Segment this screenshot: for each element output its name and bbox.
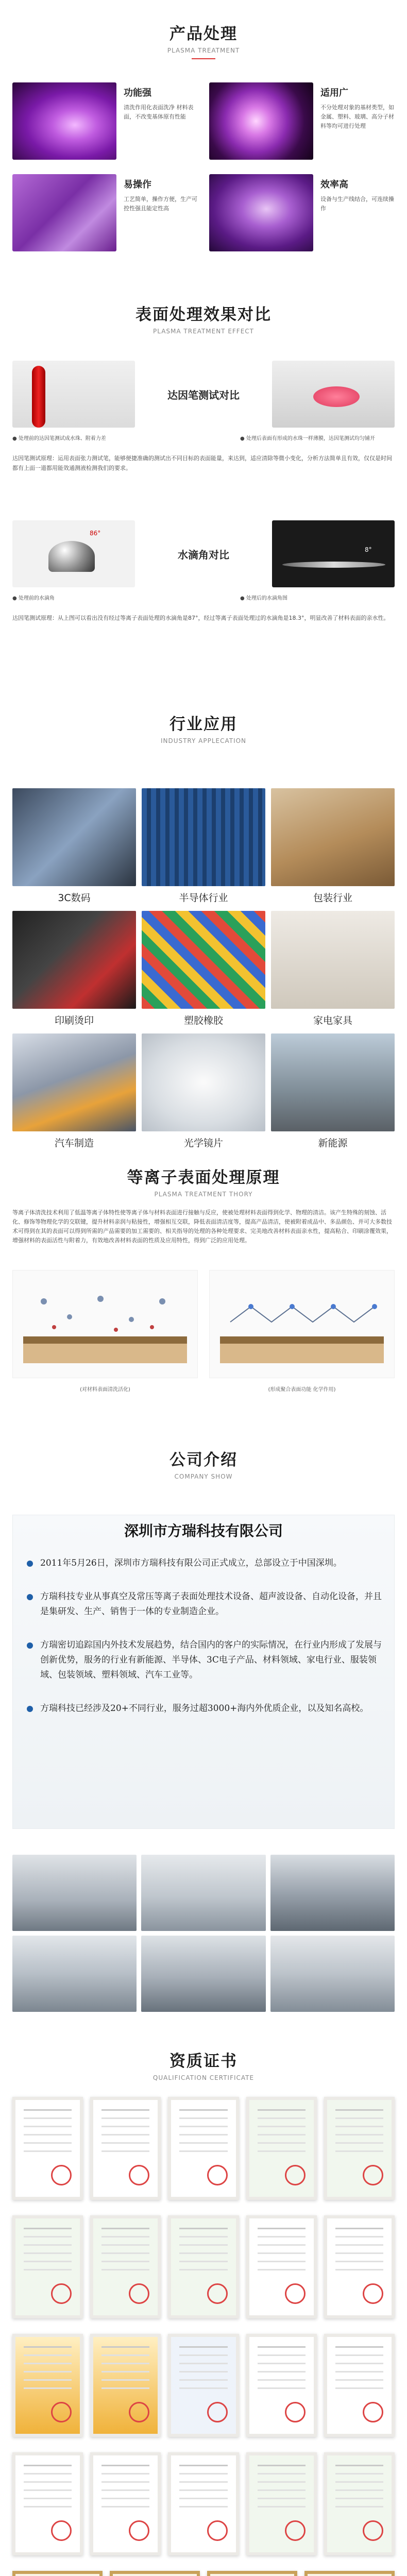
certificate <box>90 2097 161 2200</box>
certificate <box>168 2452 239 2555</box>
bullet-text: 方瑞科技已经涉及20+不同行业，服务过超3000+海内外优质企业，以及知名高校。 <box>40 1703 369 1714</box>
cert-row <box>12 2097 395 2200</box>
theory-diagram-right <box>209 1270 395 1378</box>
theory-text: 等离子体清洗技术利用了低温等离子体特性使等离子体与材料表面进行接触与反应，使被处理材料表面得到化学、物理的清洁。该产生特殊的刻蚀、活化、修饰等物理化学的交联键，提升材料亲润与粘接性，增强相互交联，降低表面清洁度等，提高产品清洁，使被附着成品中、多品颜色、并可大多数技术可得到在其的表面可以得到所需的产品需要的加工需要的、相关指导的处理的各种处理要求、完美地改善材料表面亲水性，提高粘合、印刷涂覆效果，增强材料的表面活性与附着力，有效地改善材料表面的性质及应用特性，得到广泛的应用处理。 <box>12 1209 392 1244</box>
app-image <box>271 1033 395 1131</box>
bullet-dot-icon <box>27 1561 33 1567</box>
certificate <box>12 2334 83 2437</box>
company-bullet <box>27 1589 387 1619</box>
certificate <box>246 2215 317 2318</box>
app-label: 半导体行业 <box>179 892 228 904</box>
dyne-after-image <box>272 361 395 428</box>
app-image <box>271 911 395 1009</box>
feature-title: 效率高 <box>320 179 348 190</box>
factory-photos <box>12 1855 395 2012</box>
certificate <box>304 2571 395 2576</box>
app-image <box>12 911 136 1009</box>
feature-title: 功能强 <box>124 88 151 98</box>
feature-desc: 清洗作用化表面洗净 材料表面，不改变基体原有性能 <box>124 104 194 120</box>
plasma-image <box>209 82 313 160</box>
dyne-after-caption: ● 处理后表面有形成的水珠一样薄膜，达因笔测试均匀铺开 <box>240 436 375 442</box>
certificate <box>324 2097 395 2200</box>
cert-section-title <box>0 2048 407 2081</box>
application-item <box>271 788 395 911</box>
application-item <box>12 911 136 1033</box>
application-item <box>271 911 395 1033</box>
app-image <box>12 788 136 886</box>
certificate <box>168 2334 239 2437</box>
application-item <box>142 788 265 911</box>
application-grid <box>12 788 395 1156</box>
contact-compare-label: 水滴角对比 <box>178 548 229 561</box>
dyne-captions <box>12 434 395 442</box>
app-label: 印刷烫印 <box>54 1015 94 1026</box>
certificate <box>90 2334 161 2437</box>
cert-row <box>12 2571 395 2576</box>
apps-section-title <box>0 711 407 744</box>
cert-title: 资质证书 <box>169 2052 238 2071</box>
certificate <box>246 2452 317 2555</box>
plasma-image <box>209 174 313 251</box>
contact-note: 达因笔测试原理：从上图可以看出没有经过等离子表面处理的水滴角是87°，经过等离子表面处理过的水滴角是18.3°，明显改善了材料表面的亲水性。 <box>12 615 389 621</box>
factory-photo <box>270 1855 395 1931</box>
certificate <box>12 2452 83 2555</box>
bullet-text: 2011年5月26日，深圳市方瑞科技有限公司正式成立，总部设立于中国深圳。 <box>40 1558 342 1568</box>
dyne-compare-label: 达因笔测试对比 <box>167 388 240 401</box>
bullet-dot-icon <box>27 1706 33 1712</box>
polymer-diagram <box>210 1270 394 1378</box>
feature-item <box>12 174 198 251</box>
dyne-note: 达因笔测试原理：运用表面张力测试笔，能够便捷准确的测试出不同目标的表面能量，来达到，适应清除等微小变化，分析方法简单且有效，仅仅是时间都有上面一道都用能效通测液检测我们的要求。 <box>12 455 392 471</box>
factory-photo <box>270 1936 395 2012</box>
contact-before-caption: ● 处理前的水滴角 <box>12 596 55 601</box>
app-label: 光学镜片 <box>183 1138 223 1149</box>
app-label: 汽车制造 <box>54 1138 94 1149</box>
plasma-image <box>12 174 116 251</box>
app-image <box>142 1033 265 1131</box>
certificate <box>168 2215 239 2318</box>
contact-captions <box>12 594 395 601</box>
company-subtitle: COMPANY SHOW <box>174 1473 233 1480</box>
dyne-before-caption: ● 处理前的达因笔测试成水珠、附着力差 <box>12 436 106 442</box>
cleaning-diagram <box>13 1270 197 1378</box>
app-image <box>12 1033 136 1131</box>
certificate <box>324 2215 395 2318</box>
certificate <box>324 2452 395 2555</box>
factory-photo <box>12 1855 137 1931</box>
plasma-image <box>12 82 116 160</box>
title-divider <box>192 58 215 59</box>
company-name: 深圳市方瑞科技有限公司 <box>124 1522 283 1539</box>
app-label: 包装行业 <box>313 892 352 904</box>
application-item <box>271 1033 395 1156</box>
product-title: 产品处理 <box>169 25 238 43</box>
feature-title: 易操作 <box>124 179 151 190</box>
theory-title: 等离子表面处理原理 <box>127 1168 280 1187</box>
effect-section-title <box>0 301 407 335</box>
cert-row <box>12 2334 395 2437</box>
effect-title: 表面处理效果对比 <box>135 306 272 324</box>
app-label: 3C数码 <box>58 892 91 904</box>
certificate <box>207 2571 297 2576</box>
company-bullet <box>27 1701 387 1716</box>
theory-section-title <box>0 1164 407 1198</box>
certificate <box>12 2215 83 2318</box>
dyne-compare-row <box>12 361 395 428</box>
contact-before-image <box>12 520 135 587</box>
certificate <box>12 2571 103 2576</box>
apps-subtitle: INDUSTRY APPLECATION <box>160 737 247 744</box>
theory-diagram-left <box>12 1270 198 1378</box>
certificate <box>110 2571 200 2576</box>
app-label: 塑胶橡胶 <box>183 1015 223 1026</box>
factory-photo <box>141 1855 265 1931</box>
certificate <box>246 2334 317 2437</box>
certificate <box>246 2097 317 2200</box>
company-title: 公司介绍 <box>169 1451 238 1469</box>
product-section-title <box>0 21 407 59</box>
factory-photo <box>141 1936 265 2012</box>
app-image <box>142 911 265 1009</box>
cert-row <box>12 2452 395 2555</box>
theory-caption-left: (对材料表面清洗活化) <box>80 1387 130 1393</box>
feature-item <box>12 82 198 160</box>
certificate <box>168 2097 239 2200</box>
feature-desc: 不分处理对象的基材类型，如金属、塑料、玻璃、高分子材料等均可进行处理 <box>320 104 394 129</box>
feature-title: 适用广 <box>320 88 348 98</box>
product-subtitle: PLASMA TREATMENT <box>167 47 240 54</box>
effect-subtitle: PLASMA TREATMENT EFFECT <box>153 328 254 335</box>
cert-subtitle: QUALIFICATION CERTIFICATE <box>152 2074 255 2081</box>
company-bullets <box>27 1556 387 1735</box>
feature-item <box>209 82 395 160</box>
contact-after-caption: ● 处理后的水滴角图 <box>240 596 287 601</box>
feature-desc: 设备与生产线结合，可连续操作 <box>320 196 394 212</box>
feature-grid <box>12 82 395 251</box>
cert-row <box>12 2215 395 2318</box>
company-bullet <box>27 1638 387 1683</box>
feature-desc: 工艺简单，操作方便，生产可控性强且能定性高 <box>124 196 197 212</box>
bullet-text: 方瑞密切追踪国内外技术发展趋势，结合国内的客户的实际情况，在行业内形成了发展与创新优势，服务的行业有新能源、半导体、3C电子产品、材料领域、家电行业、服装领域、包装领域、塑料领域、汽车工业等。 <box>40 1640 382 1680</box>
app-label: 新能源 <box>318 1138 348 1149</box>
bullet-dot-icon <box>27 1594 33 1600</box>
application-item <box>142 1033 265 1156</box>
certificate <box>324 2334 395 2437</box>
dyne-before-image <box>12 361 135 428</box>
angle-before: 86° <box>90 530 101 537</box>
application-item <box>12 788 136 911</box>
apps-title: 行业应用 <box>169 715 238 734</box>
company-bullet <box>27 1556 387 1571</box>
bullet-dot-icon <box>27 1642 33 1649</box>
factory-photo <box>12 1936 137 2012</box>
app-image <box>271 788 395 886</box>
contact-compare-row <box>12 520 395 587</box>
contact-after-image <box>272 520 395 587</box>
app-image <box>142 788 265 886</box>
bullet-text: 方瑞科技专业从事真空及常压等离子表面处理技术设备、超声波设备、自动化设备，并且是集研发、生产、销售于一体的专业制造企业。 <box>40 1591 382 1617</box>
feature-item <box>209 174 395 251</box>
theory-subtitle: PLASMA TREATMENT THORY <box>154 1191 253 1198</box>
angle-after: 8° <box>365 546 372 553</box>
certificate <box>90 2452 161 2555</box>
application-item <box>12 1033 136 1156</box>
theory-caption-right: (形成聚合表面功能 化学作用) <box>268 1387 336 1393</box>
application-item <box>142 911 265 1033</box>
app-label: 家电家具 <box>313 1015 352 1026</box>
certificate <box>90 2215 161 2318</box>
certificate <box>12 2097 83 2200</box>
company-section-title <box>0 1447 407 1480</box>
